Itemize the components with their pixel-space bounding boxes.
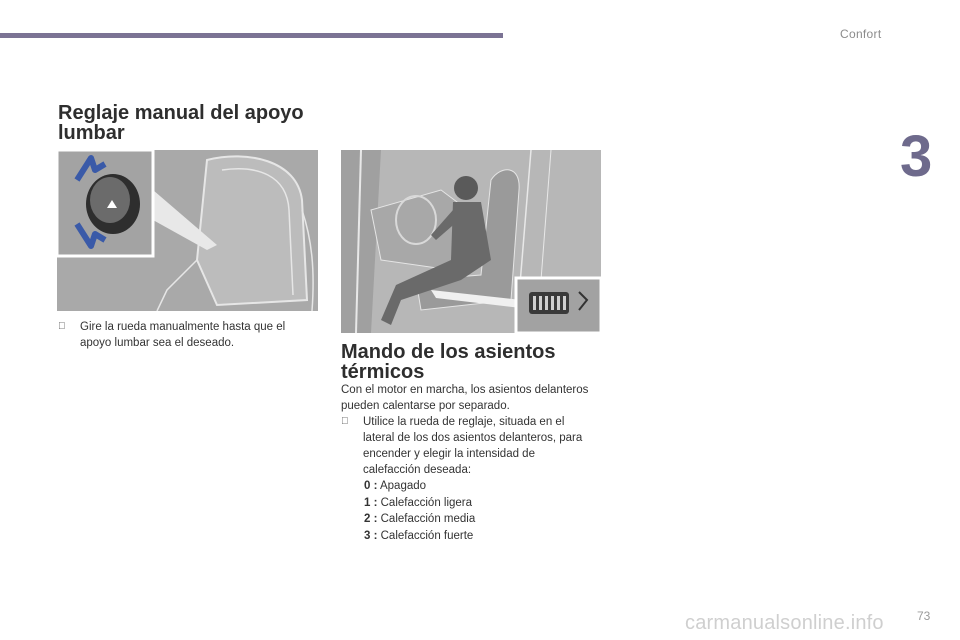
header-accent-bar [0,33,503,38]
watermark: carmanualsonline.info [685,612,884,634]
heated-instruction-text: Utilice la rueda de reglaje, situada en el lateral de los dos asientos delanteros, para encender y elegir la intensidad de calefacción deseada: [363,416,583,476]
page-number: 73 [917,609,931,623]
level-key: 0 : [364,480,378,492]
heating-levels-list [364,478,584,544]
section-label: Confort [840,27,882,41]
lumbar-instruction-text: Gire la rueda manualmente hasta que el apoyo lumbar sea el deseado. [80,321,286,349]
level-label: Calefacción media [380,513,476,525]
heating-level-3 [364,528,584,545]
heated-seat-illustration [341,150,601,333]
lumbar-instruction [58,319,308,351]
level-label: Calefacción fuerte [380,529,474,542]
chapter-number: 3 [900,124,933,189]
bullet-mark [58,319,66,335]
level-key: 1 : [364,496,378,509]
heated-intro: Con el motor en marcha, los asientos delanteros pueden calentarse por separado. [341,384,589,412]
lumbar-illustration [57,150,318,311]
lumbar-heading: Reglaje manual del apoyo lumbar [58,102,304,144]
level-label: Apagado [379,480,427,492]
bullet-mark [341,414,349,430]
heating-level-0 [364,478,584,495]
heated-seats-heading: Mando de los asientos térmicos [341,341,556,383]
heating-level-1 [364,495,584,512]
heated-instruction [341,414,591,478]
level-key: 2 : [364,513,378,525]
heating-level-2 [364,511,584,528]
level-key: 3 : [364,529,378,542]
level-label: Calefacción ligera [380,496,473,509]
